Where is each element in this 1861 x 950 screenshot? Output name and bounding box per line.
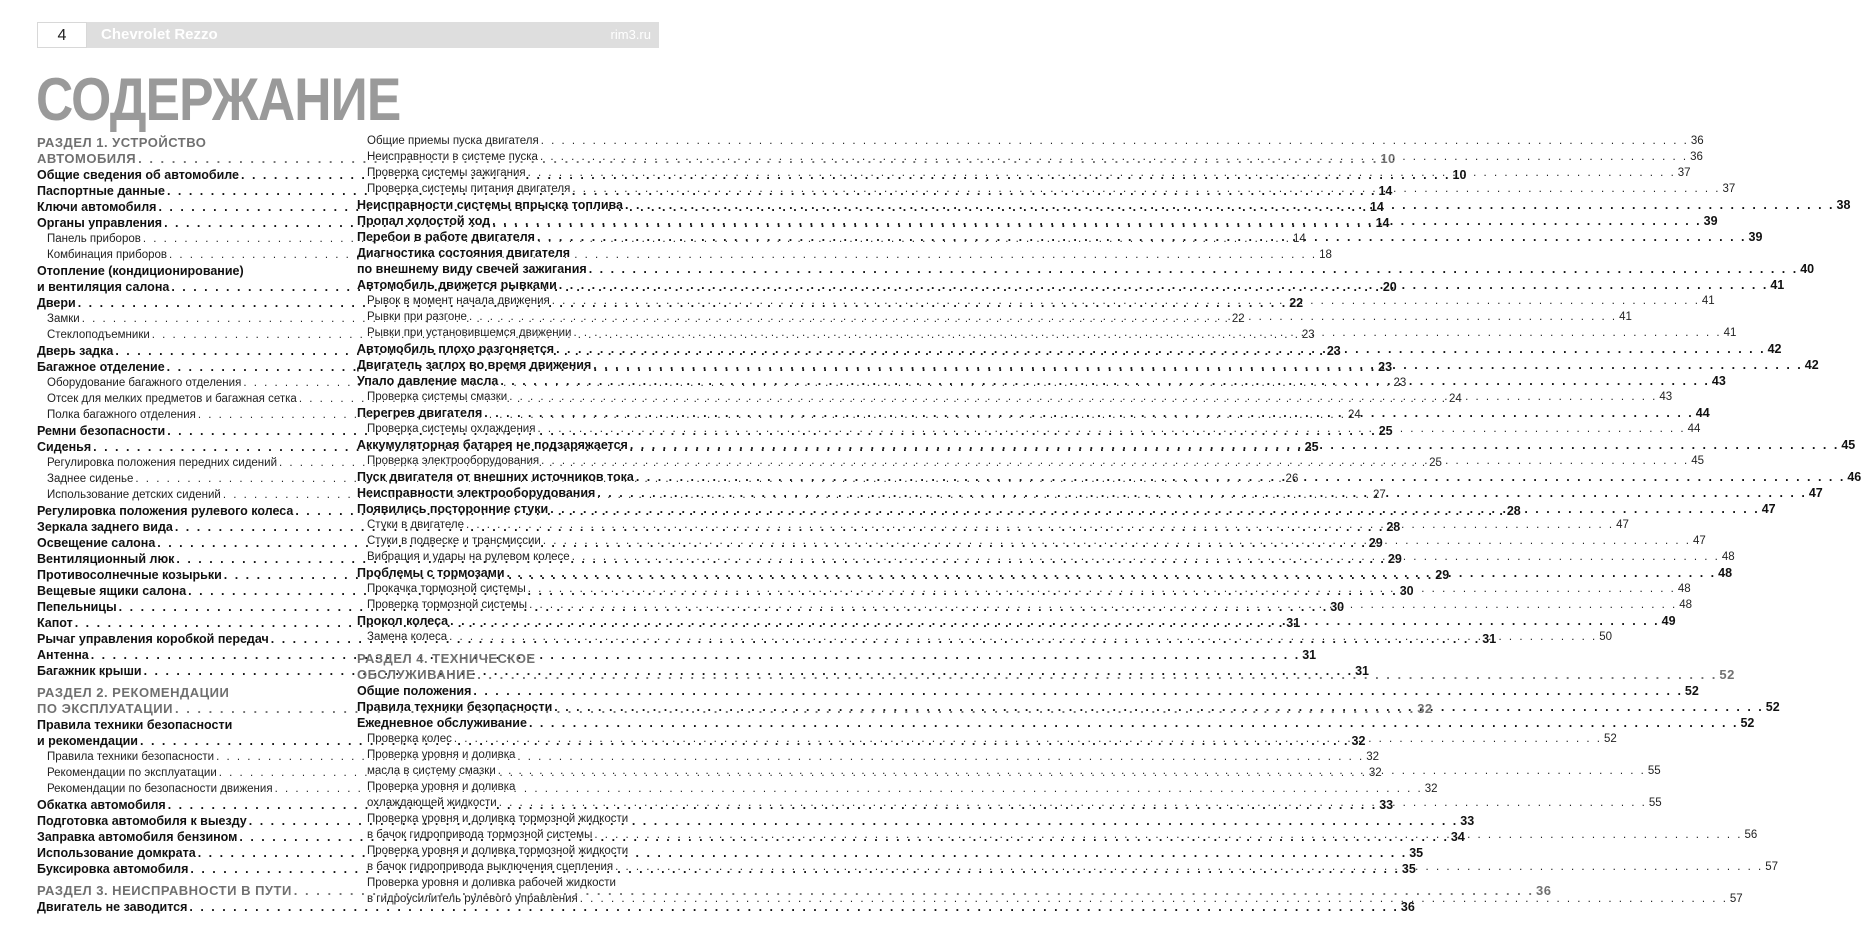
dot-leader [636,469,1846,485]
toc-entry-page: 55 [1647,765,1661,777]
dot-leader [541,133,1689,149]
toc-entry-page: 37 [1722,183,1736,195]
toc-entry-page: 22 [1231,313,1245,325]
toc-entry-title: в гидроусилитель рулевого управления [367,893,578,905]
dot-leader [554,699,1764,715]
toc-entry-page: 25 [1304,440,1319,454]
toc-entry-title: Рывки при разгоне [367,311,467,323]
dot-leader [593,357,1803,373]
toc-entry-page: 41 [1701,295,1715,307]
dot-leader [572,181,1720,197]
toc-entry-title: Неисправности электрооборудования [357,486,596,500]
toc-entry-page: 14 [1378,184,1393,198]
toc-entry-page: 52 [1684,684,1699,698]
toc-entry-page: 39 [1703,214,1718,228]
toc-entry-page: 25 [1429,457,1442,469]
toc-entry-page: 14 [1369,200,1384,214]
toc-entry-title: Полка багажного отделения [47,409,196,421]
toc-entry-page: 27 [1372,489,1386,501]
dot-leader [552,293,1700,309]
toc-entry-line[interactable]: Проверка уровня и доливка тормозной жидкости [367,813,629,825]
toc-entry[interactable]: АВТОМОБИЛЯ . . . 10 [37,151,333,167]
dot-leader [594,827,1742,843]
toc-entry-page: 23 [1378,360,1393,374]
dot-leader [473,683,1683,699]
dot-leader [529,715,1739,731]
toc-entry-line[interactable]: Проверка уровня и доливка [367,749,516,761]
toc-entry-title: Вентиляционный люк [37,552,175,566]
toc-entry-page: 45 [1841,438,1856,452]
toc-entry-page: 43 [1711,374,1726,388]
toc-entry-page: 22 [1289,296,1304,310]
toc-entry-title: Двери [37,296,76,310]
toc-entry-title: Рекомендации по безопасности движения [47,783,273,795]
toc-entry-page: 34 [1450,830,1465,844]
toc-entry-page: 29 [1368,536,1383,550]
toc-entry-page: 35 [1401,862,1416,876]
toc-entry-page: 36 [1690,135,1704,147]
toc-entry-title: Заправка автомобиля бензином [37,830,238,844]
dot-leader [509,389,1657,405]
toc-entry-page: 32 [1368,767,1382,779]
dot-leader [572,549,1720,565]
toc-entry-title: Появились посторонние стуки [357,502,549,516]
dot-leader [559,277,1769,293]
toc-entry-title: Рычаг управления коробкой передач [37,632,269,646]
toc-entry[interactable] [357,133,1704,149]
toc-entry-title: Автомобиль движется рывками [357,278,557,292]
toc-entry-page: 18 [1319,249,1332,261]
toc-entry-title: Обкатка автомобиля [37,798,166,812]
dot-leader [498,763,1646,779]
toc-entry-page: 28 [1506,504,1521,518]
toc-entry-title: Правила техники безопасности [357,700,553,714]
toc-entry-page: 32 [1424,783,1438,795]
toc-entry-line[interactable]: Проверка уровня и доливка тормозной жидкости [367,845,629,857]
page-header [37,22,659,48]
toc-entry-page: 37 [1677,167,1691,179]
toc-entry-title: Противосолнечные козырьки [37,568,222,582]
toc-entry-page: 46 [1847,470,1861,484]
toc-entry-title: охлаждающей жидкости [367,797,497,809]
toc-entry-title: Вещевые ящики салона [37,584,187,598]
toc-entry-title: Ключи автомобиля [37,200,157,214]
dot-leader [500,373,1710,389]
toc-entry-page: 38 [1836,198,1851,212]
toc-entry-title: Отсек для мелких предметов и багажная сетка [47,393,297,405]
toc-entry-page: 29 [1435,568,1450,582]
toc-entry-title: Регулировка положения рулевого колеса [37,504,294,518]
toc-entry-title: Прокачка тормозной системы [367,583,526,595]
toc-entry-page: 48 [1718,566,1733,580]
toc-entry-title: Стеклоподъемники [47,329,150,341]
toc-entry[interactable]: ОБСЛУЖИВАНИЕ . . . 52 [357,667,654,683]
dot-leader [469,309,1617,325]
toc-entry-title: Общие сведения об автомобиле [37,168,239,182]
dot-leader [540,149,1688,165]
toc-entry-title: Использование детских сидений [47,489,221,501]
toc-entry-title: Перегрев двигателя [357,406,483,420]
dot-leader [580,891,1728,907]
toc-entry-page: 48 [1677,583,1691,595]
section-heading[interactable]: РАЗДЕЛ 3. НЕИСПРАВНОСТИ В ПУТИ . . . 36 [37,883,333,899]
dot-leader [537,421,1685,437]
toc-entry-title: Использование домкрата [37,846,196,860]
toc-entry-title: Общие положения [357,684,472,698]
toc-entry-page: 23 [1326,344,1341,358]
toc-entry-page: 33 [1460,814,1475,828]
toc-entry-title: Багажное отделение [37,360,165,374]
toc-entry-title: Органы управления [37,216,163,230]
dot-leader [529,597,1677,613]
toc-entry-page: 52 [1765,700,1780,714]
toc-entry-title: Зеркала заднего вида [37,520,173,534]
toc-entry-page: 50 [1599,631,1613,643]
toc-entry-line[interactable]: Правила техники безопасности [37,718,233,732]
toc-entry-title: Проверка системы смазки [367,391,508,403]
toc-entry-page: 30 [1330,600,1345,614]
toc-entry-title: в бачок гидропривода выключения сцепления [367,861,614,873]
toc-entry-title: Рекомендации по эксплуатации [47,767,217,779]
book-title: Chevrolet Rezzo [101,26,218,43]
dot-leader [615,859,1763,875]
toc-entry-page: 29 [1387,552,1402,566]
toc-entry-page: 48 [1679,599,1692,611]
toc-entry-page: 24 [1448,393,1462,405]
toc-entry-page: 57 [1729,893,1743,905]
toc-entry-title: Панель приборов [47,233,141,245]
toc-entry-page: 14 [1292,233,1306,245]
dot-leader [537,229,1747,245]
toc-entry-title: Заднее сиденье [47,473,134,485]
dot-leader [499,795,1647,811]
toc-entry-title: Проверка электрооборудования [367,455,540,467]
toc-entry-title: Двигатель заглох во время движения [357,358,592,372]
toc-entry-title: Паспортные данные [37,184,165,198]
toc-entry-title: Проверка колес [367,733,452,745]
page-number: 4 [37,22,87,48]
toc-entry-title: Подготовка автомобиля к выезду [37,814,247,828]
toc-entry-page: 36 [1400,900,1415,914]
toc-entry-title: Сиденья [37,440,92,454]
dot-leader [466,517,1614,533]
toc-entry-title: Комбинация приборов [47,249,167,261]
dot-leader [450,613,1660,629]
section-heading: РАЗДЕЛ 2. РЕКОМЕНДАЦИИ [37,685,230,700]
dot-leader [507,565,1717,581]
toc-entry[interactable]: по внешнему виду свечей зажигания . . . 40 [357,261,654,277]
dot-leader [454,731,1602,747]
toc-entry-title: Пуск двигателя от внешних источников тока [357,470,634,484]
toc-entry-line[interactable]: Проверка уровня и доливка рабочей жидкости [367,877,616,889]
toc-entry-page: 31 [1286,616,1301,630]
dot-leader [550,501,1760,517]
toc-entry-title: Антенна [37,648,89,662]
toc-entry-page: 47 [1616,519,1629,531]
toc-entry-title: Ежедневное обслуживание [357,716,527,730]
toc-entry-title: Общие приемы пуска двигателя [367,135,539,147]
toc-entry-page: 28 [1386,520,1401,534]
toc-entry-title: Стуки в двигателе [367,519,464,531]
toc-entry-page: 57 [1765,861,1779,873]
toc-entry-line[interactable]: Проверка уровня и доливка [367,781,516,793]
section-heading: РАЗДЕЛ 4. ТЕХНИЧЕСКОЕ [357,651,536,666]
toc-entry-page: 26 [1285,473,1299,485]
toc-entry-page: 31 [1482,632,1497,646]
toc-entry-title: Неисправности в системе пуска [367,151,538,163]
dot-leader [484,405,1694,421]
toc-entry-page: 41 [1619,311,1632,323]
toc-entry-page: 23 [1301,329,1315,341]
toc-entry[interactable] [357,683,1699,699]
toc-entry-title: Замена колеса [367,631,448,643]
toc-entry-page: 45 [1691,455,1705,467]
dot-leader [543,533,1691,549]
toc-entry-title: Двигатель не заводится [37,900,188,914]
toc-entry-page: 41 [1770,278,1785,292]
dot-leader [541,453,1689,469]
toc-entry-page: 47 [1761,502,1776,516]
toc-entry-page: 25 [1378,424,1393,438]
dot-leader [597,485,1807,501]
toc-entry-title: Проверка системы охлаждения [367,423,536,435]
toc-entry-title: Проверка системы питания двигателя [367,183,571,195]
toc-entry-page: 31 [1302,648,1317,662]
toc-entry-page: 42 [1767,342,1782,356]
toc-entry-page: 44 [1687,423,1701,435]
dot-leader [630,437,1840,453]
site-name: rim3.ru [610,27,651,42]
toc-entry-title: Буксировка автомобиля [37,862,189,876]
toc-entry-title: Неисправности системы впрыска топлива [357,198,623,212]
toc-entry-page: 47 [1808,486,1823,500]
toc-entry-title: Ремни безопасности [37,424,166,438]
dot-leader [492,213,1702,229]
toc-entry-page: 14 [1375,216,1390,230]
toc-entry-title: Прокол колеса [357,614,449,628]
dot-leader [91,647,1301,663]
toc-entry[interactable]: ПО ЭКСПЛУАТАЦИИ . . . 32 [37,701,333,717]
toc-entry[interactable]: и рекомендации . . . 32 [37,733,333,749]
toc-entry-page: 49 [1661,614,1676,628]
toc-entry-page: 35 [1409,846,1424,860]
toc-entry-page: 43 [1659,391,1673,403]
toc-entry-title: Проверка тормозной системы [367,599,528,611]
dot-leader [556,341,1766,357]
toc-entry-title: Проверка системы зажигания [367,167,526,179]
toc-entry-title: Проблемы с тормозами [357,566,505,580]
toc-entry-title: масла в систему смазки [367,765,496,777]
toc-entry-page: 44 [1695,406,1710,420]
dot-leader [528,581,1676,597]
toc-entry-title: Автомобиль плохо разгоняется [357,342,555,356]
toc-entry-title: Дверь задка [37,344,114,358]
toc-entry-page: 39 [1748,230,1763,244]
toc-entry-page: 31 [1355,664,1370,678]
toc-entry-page: 52 [1740,716,1755,730]
toc-entry-page: 55 [1648,797,1662,809]
toc-entry[interactable]: и вентиляция салона . . . 20 [37,279,333,295]
toc-entry-title: Вибрация и удары на рулевом колесе [367,551,570,563]
dot-leader [528,165,1676,181]
toc-entry-page: 30 [1399,584,1414,598]
toc-entry-title: Пропал холостой ход [357,214,491,228]
toc-entry-page: 24 [1348,409,1361,421]
toc-entry-title: Правила техники безопасности [47,751,215,763]
page-title: СОДЕРЖАНИЕ [36,66,401,133]
toc-entry-title: Рывок в момент начала движения [367,295,550,307]
dot-leader [625,197,1835,213]
toc-entry-page: 33 [1379,798,1394,812]
toc-entry-page: 10 [1452,168,1467,182]
toc-entry-page: 56 [1744,829,1758,841]
toc-entry-title: Багажник крыши [37,664,142,678]
toc-entry-title: Стуки в подвеске и трансмиссии [367,535,541,547]
dot-leader [449,629,1597,645]
toc-entry-title: Регулировка положения передних сидений [47,457,277,469]
toc-entry-page: 42 [1804,358,1819,372]
toc-entry-title: Перебои в работе двигателя [357,230,535,244]
toc-entry-page: 32 [1366,751,1379,763]
toc-entry-page: 48 [1721,551,1735,563]
toc-entry-title: Аккумуляторная батарея не подзаряжается [357,438,628,452]
section-heading: РАЗДЕЛ 1. УСТРОЙСТВО [37,135,207,150]
toc-entry-title: Освещение салона [37,536,156,550]
toc-entry-line[interactable]: Отопление (кондиционирование) [37,264,244,278]
toc-entry-title: Пепельницы [37,600,117,614]
toc-entry-page: 23 [1393,377,1407,389]
toc-entry-title: Оборудование багажного отделения [47,377,242,389]
toc-entry-title: Замки [47,313,80,325]
toc-entry-title: Рывки при установившемся движении [367,327,572,339]
toc-entry-page: 41 [1723,327,1737,339]
toc-entry-page: 47 [1692,535,1706,547]
toc-entry-page: 52 [1604,733,1617,745]
toc-entry-title: Упало давление масла [357,374,499,388]
toc-entry-title: Капот [37,616,73,630]
toc-entry[interactable] [357,715,1755,731]
toc-entry-page: 36 [1690,151,1703,163]
toc-entry-line[interactable]: Диагностика состояния двигателя [357,246,571,260]
toc-entry-title: в бачок гидропривода тормозной системы [367,829,593,841]
dot-leader [573,325,1721,341]
